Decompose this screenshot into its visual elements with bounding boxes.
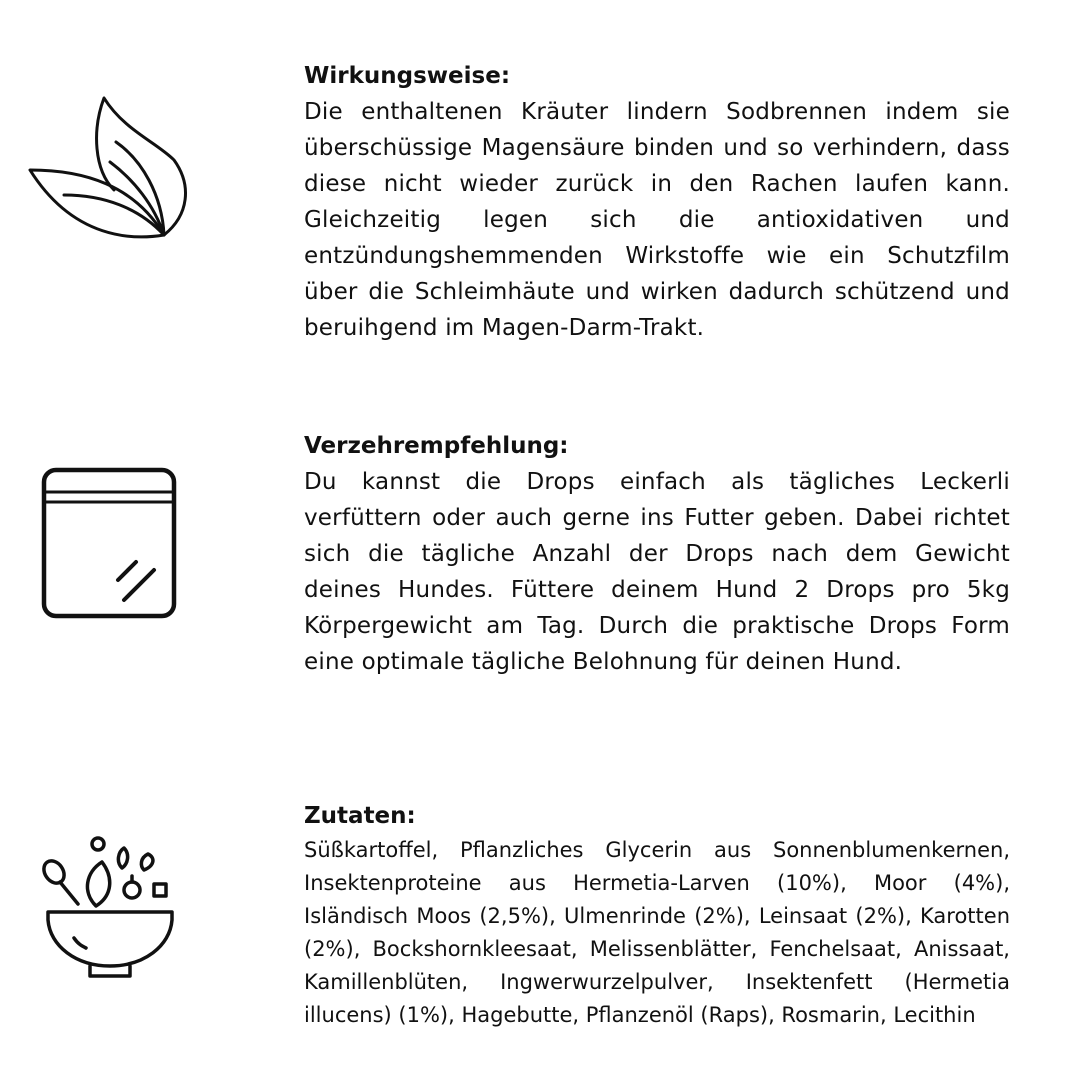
leaf-icon (24, 90, 194, 245)
bag-icon (40, 466, 178, 620)
wirkungsweise-heading: Wirkungsweise: (304, 63, 511, 89)
section-zutaten (0, 760, 1080, 1080)
mixing-bowl-icon (40, 834, 180, 980)
zutaten-text: Süßkartoffel, Pflanzliches Glycerin aus Sonnenblumenkernen, Insektenproteine aus Hermetia-Larven (10%), Moor (4%), Isländisch Moos (2,5%), Ulmenrinde (2%), Leinsaat (2%), Karotten (2%), Bockshornkleesaat, Melissenblätter, Fenchelsaat, Anissaat, Kamillenblüten, Ingwerwurzelpulver, Insektenfett (Hermetia illucens) (1%), Hagebutte, Pflanzenöl (Raps), Rosmarin, Lecithin (304, 838, 1010, 1027)
section-verzehrempfehlung (0, 380, 1080, 760)
zutaten-heading: Zutaten: (304, 803, 416, 829)
verzehrempfehlung-heading: Verzehrempfehlung: (304, 433, 569, 459)
wirkungsweise-text: Die enthaltenen Kräuter lindern Sodbrennen indem sie überschüssige Magensäure binden und so verhindern, dass diese nicht wieder zurück in den Rachen laufen kann. Gleichzeitig legen sich die antioxidativen und entzündungshemmenden Wirkstoffe wie ein Schutzfilm über die Schleimhäute und wirken dadurch schützend und beruihgend im Magen-Darm-Trakt. (304, 99, 1010, 341)
section-wirkungsweise (0, 0, 1080, 380)
verzehrempfehlung-text: Du kannst die Drops einfach als tägliches Leckerli verfüttern oder auch gerne ins Futter geben. Dabei richtet sich die tägliche Anzahl der Drops nach dem Gewicht deines Hundes. Füttere deinem Hund 2 Drops pro 5kg Körpergewicht am Tag. Durch die praktische Drops Form eine optimale tägliche Belohnung für deinen Hund. (304, 469, 1010, 675)
